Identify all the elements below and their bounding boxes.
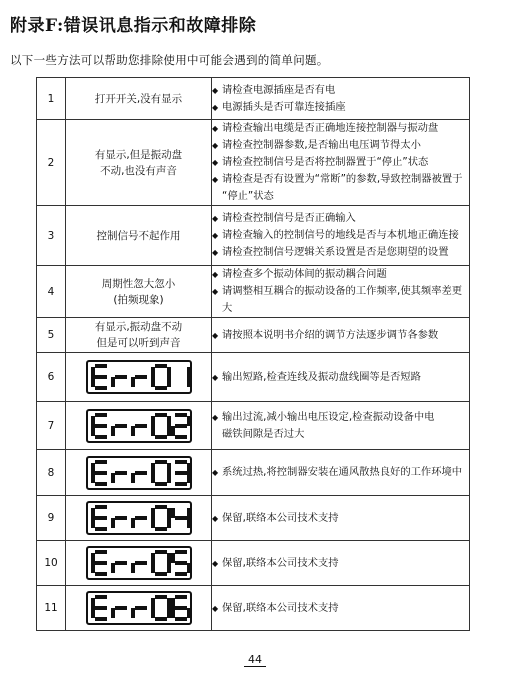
symptom-line: 但是可以听到声音 bbox=[96, 337, 181, 349]
solution-item: ◆ 保留,联络本公司技术支持 bbox=[212, 555, 469, 572]
lcd-digit bbox=[171, 595, 187, 621]
table-row bbox=[37, 586, 470, 631]
solution-cell bbox=[212, 120, 470, 206]
lcd-segment bbox=[175, 617, 187, 621]
lcd-segment bbox=[187, 463, 191, 473]
error-code-display bbox=[66, 402, 212, 450]
row-number: 3 bbox=[37, 206, 66, 266]
lcd-segment bbox=[155, 460, 167, 464]
lcd-segment bbox=[155, 617, 167, 621]
lcd-segment bbox=[175, 606, 187, 610]
table-row bbox=[37, 496, 470, 541]
lcd-segment bbox=[175, 460, 187, 464]
lcd-digit bbox=[151, 413, 167, 439]
symptom-line: 有显示,振动盘不动 bbox=[94, 321, 183, 333]
lcd-segment bbox=[151, 473, 155, 483]
lcd-segment bbox=[151, 608, 155, 618]
lcd-digit bbox=[131, 595, 147, 621]
lcd-segment bbox=[115, 516, 127, 520]
solution-item: ◆ 输出过流,减小输出电压设定,检查振动设备中电 bbox=[212, 409, 469, 426]
lcd-segment bbox=[155, 572, 167, 576]
lcd-segment bbox=[95, 516, 107, 520]
lcd-segment bbox=[175, 435, 187, 439]
lcd-digit bbox=[111, 595, 127, 621]
lcd-segment bbox=[115, 561, 127, 565]
lcd-digit bbox=[111, 505, 127, 531]
lcd-digit bbox=[91, 505, 107, 531]
solution-item: ◆ 保留,联络本公司技术支持 bbox=[212, 600, 469, 617]
lcd-digit bbox=[151, 550, 167, 576]
symptom-cell bbox=[66, 206, 212, 266]
lcd-digit bbox=[131, 550, 147, 576]
solution-item-continued: “停止”状态 bbox=[222, 190, 274, 202]
lcd-segment bbox=[135, 606, 147, 610]
solution-item: ◆ 电源插头是否可靠连接插座 bbox=[212, 99, 469, 116]
solution-item: ◆ 请按照本说明书介绍的调节方法逐步调节各参数 bbox=[212, 327, 469, 344]
row-number: 6 bbox=[37, 353, 66, 402]
lcd-segment bbox=[95, 471, 107, 475]
row-number: 11 bbox=[37, 586, 66, 631]
lcd-digit bbox=[131, 460, 147, 486]
page-number: 44 bbox=[0, 653, 510, 666]
lcd-digit bbox=[171, 505, 187, 531]
solution-cell bbox=[212, 450, 470, 496]
solution-item: ◆ 请检查是否有设置为“常断”的参数,导致控制器被置于 bbox=[212, 171, 469, 188]
solution-cell bbox=[212, 78, 470, 120]
lcd-segment bbox=[95, 527, 107, 531]
symptom-cell bbox=[66, 120, 212, 206]
row-number: 9 bbox=[37, 496, 66, 541]
solution-item: ◆ 请检查电源插座是否有电 bbox=[212, 82, 469, 99]
lcd-digit bbox=[111, 364, 127, 390]
lcd-segment bbox=[175, 413, 187, 417]
appendix-title: 附录F:错误讯息指示和故障排除 bbox=[10, 16, 257, 36]
symptom-line: 控制信号不起作用 bbox=[96, 229, 181, 242]
symptom-line: (拍频现象) bbox=[113, 293, 164, 306]
lcd-segment bbox=[175, 482, 187, 486]
lcd-segment bbox=[151, 598, 155, 608]
lcd-segment bbox=[151, 463, 155, 473]
lcd-segment bbox=[155, 364, 167, 368]
row-number: 5 bbox=[37, 318, 66, 353]
row-number: 7 bbox=[37, 402, 66, 450]
lcd-segment bbox=[187, 377, 191, 387]
lcd-segment bbox=[155, 505, 167, 509]
solution-item: ◆ 请检查控制器参数,是否输出电压调节得太小 bbox=[212, 137, 469, 154]
table-row bbox=[37, 78, 470, 120]
lcd-segment bbox=[151, 518, 155, 528]
lcd-segment bbox=[155, 482, 167, 486]
solution-item: ◆ 请调整相互耦合的振动设备的工作频率,使其频率差更大 bbox=[212, 283, 469, 317]
lcd-segment bbox=[95, 617, 107, 621]
lcd-segment bbox=[95, 561, 107, 565]
lcd-segment bbox=[151, 377, 155, 387]
solution-item-continued: 磁铁间隙是否过大 bbox=[222, 427, 305, 440]
lcd-digit bbox=[171, 460, 187, 486]
lcd-segment bbox=[95, 364, 107, 368]
lcd-segment bbox=[95, 505, 107, 509]
lcd-display bbox=[86, 546, 192, 580]
lcd-digit bbox=[131, 413, 147, 439]
lcd-segment bbox=[155, 435, 167, 439]
error-code-display bbox=[66, 353, 212, 402]
lcd-segment bbox=[95, 460, 107, 464]
lcd-segment bbox=[187, 518, 191, 528]
lcd-segment bbox=[115, 471, 127, 475]
lcd-segment bbox=[175, 516, 187, 520]
lcd-segment bbox=[135, 375, 147, 379]
lcd-segment bbox=[187, 367, 191, 377]
lcd-digit bbox=[91, 460, 107, 486]
lcd-segment bbox=[95, 595, 107, 599]
solution-cell bbox=[212, 586, 470, 631]
lcd-segment bbox=[151, 553, 155, 563]
lcd-display bbox=[86, 591, 192, 625]
lcd-digit bbox=[171, 550, 187, 576]
lcd-segment bbox=[175, 550, 187, 554]
solution-cell bbox=[212, 206, 470, 266]
table-row bbox=[37, 353, 470, 402]
solution-cell bbox=[212, 318, 470, 353]
solution-item: ◆ 请检查控制信号是否将控制器置于“停止”状态 bbox=[212, 154, 469, 171]
lcd-segment bbox=[95, 482, 107, 486]
lcd-segment bbox=[115, 606, 127, 610]
lcd-segment bbox=[175, 561, 187, 565]
solution-cell bbox=[212, 266, 470, 318]
lcd-segment bbox=[115, 424, 127, 428]
lcd-digit bbox=[91, 595, 107, 621]
error-code-display bbox=[66, 541, 212, 586]
lcd-segment bbox=[95, 413, 107, 417]
lcd-digit bbox=[111, 460, 127, 486]
lcd-segment bbox=[135, 424, 147, 428]
symptom-line: 有显示,但是振动盘 bbox=[94, 148, 183, 161]
lcd-segment bbox=[95, 375, 107, 379]
solution-cell bbox=[212, 541, 470, 586]
row-number: 4 bbox=[37, 266, 66, 318]
solution-item: ◆ 请检查输出电缆是否正确地连接控制器与振动盘 bbox=[212, 120, 469, 137]
table-row bbox=[37, 120, 470, 206]
solution-cell bbox=[212, 353, 470, 402]
lcd-digit bbox=[91, 550, 107, 576]
solution-cell bbox=[212, 402, 470, 450]
solution-item: ◆ 系统过热,将控制器安装在通风散热良好的工作环境中 bbox=[212, 464, 469, 481]
lcd-segment bbox=[95, 550, 107, 554]
symptom-line: 不动,也没有声音 bbox=[100, 164, 177, 177]
lcd-segment bbox=[187, 508, 191, 518]
lcd-segment bbox=[151, 367, 155, 377]
lcd-display bbox=[86, 501, 192, 535]
row-number: 10 bbox=[37, 541, 66, 586]
lcd-segment bbox=[155, 413, 167, 417]
lcd-segment bbox=[155, 550, 167, 554]
lcd-display bbox=[86, 409, 192, 443]
lcd-digit bbox=[151, 505, 167, 531]
error-code-display bbox=[66, 586, 212, 631]
solution-item: ◆ 请检查输入的控制信号的地线是否与本机地正确连接 bbox=[212, 227, 469, 244]
lcd-segment bbox=[151, 563, 155, 573]
error-code-display bbox=[66, 450, 212, 496]
lcd-digit bbox=[171, 364, 187, 390]
solution-cell bbox=[212, 496, 470, 541]
lcd-segment bbox=[135, 516, 147, 520]
lcd-segment bbox=[155, 595, 167, 599]
lcd-digit bbox=[131, 505, 147, 531]
solution-item: ◆ 输出短路,检查连线及振动盘线圈等是否短路 bbox=[212, 369, 469, 386]
lcd-digit bbox=[151, 460, 167, 486]
lcd-segment bbox=[187, 608, 191, 618]
symptom-cell bbox=[66, 266, 212, 318]
lcd-digit bbox=[111, 550, 127, 576]
lcd-digit bbox=[151, 595, 167, 621]
lcd-segment bbox=[175, 572, 187, 576]
table-row bbox=[37, 318, 470, 353]
lcd-segment bbox=[187, 563, 191, 573]
lcd-segment bbox=[151, 426, 155, 436]
lcd-segment bbox=[151, 416, 155, 426]
solution-item: ◆ 请检查控制信号逻辑关系设置是否是您期望的设置 bbox=[212, 244, 469, 261]
lcd-segment bbox=[135, 471, 147, 475]
symptom-cell bbox=[66, 318, 212, 353]
lcd-digit bbox=[151, 364, 167, 390]
lcd-segment bbox=[95, 424, 107, 428]
lcd-segment bbox=[175, 424, 187, 428]
solution-item: ◆ 保留,联络本公司技术支持 bbox=[212, 510, 469, 527]
lcd-digit bbox=[171, 413, 187, 439]
row-number: 8 bbox=[37, 450, 66, 496]
lcd-segment bbox=[155, 527, 167, 531]
lcd-segment bbox=[187, 416, 191, 426]
lcd-digit bbox=[131, 364, 147, 390]
row-number: 2 bbox=[37, 120, 66, 206]
lcd-display bbox=[86, 456, 192, 490]
lcd-segment bbox=[95, 572, 107, 576]
lcd-segment bbox=[95, 386, 107, 390]
lcd-segment bbox=[95, 606, 107, 610]
symptom-line: 周期性忽大忽小 bbox=[101, 277, 176, 290]
lcd-segment bbox=[151, 508, 155, 518]
table-row bbox=[37, 450, 470, 496]
lcd-digit bbox=[111, 413, 127, 439]
lcd-digit bbox=[91, 413, 107, 439]
troubleshooting-table bbox=[36, 77, 470, 631]
table-row bbox=[37, 541, 470, 586]
error-code-display bbox=[66, 496, 212, 541]
lcd-segment bbox=[175, 595, 187, 599]
table-row bbox=[37, 402, 470, 450]
lcd-segment bbox=[115, 375, 127, 379]
lcd-digit bbox=[91, 364, 107, 390]
lcd-display bbox=[86, 360, 192, 394]
symptom-line: 打开开关,没有显示 bbox=[94, 92, 183, 105]
lcd-segment bbox=[135, 561, 147, 565]
table-row bbox=[37, 266, 470, 318]
lcd-segment bbox=[187, 473, 191, 483]
solution-item: ◆ 请检查控制信号是否正确输入 bbox=[212, 210, 469, 227]
intro-text: 以下一些方法可以帮助您排除使用中可能会遇到的简单问题。 bbox=[10, 53, 329, 67]
symptom-cell bbox=[66, 78, 212, 120]
lcd-segment bbox=[155, 386, 167, 390]
solution-item: ◆ 请检查多个振动体间的振动耦合问题 bbox=[212, 266, 469, 283]
table-row bbox=[37, 206, 470, 266]
lcd-segment bbox=[175, 471, 187, 475]
lcd-segment bbox=[95, 435, 107, 439]
row-number: 1 bbox=[37, 78, 66, 120]
